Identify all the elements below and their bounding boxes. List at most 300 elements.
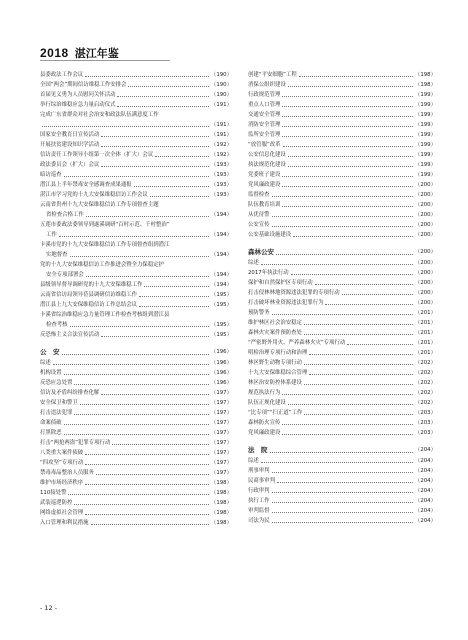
dot-leader (272, 521, 413, 523)
toc-entry[interactable] (248, 210, 436, 220)
dot-leader (272, 491, 413, 493)
toc-entry-title: 打击违法犯罪 (40, 410, 73, 416)
toc-entry[interactable] (248, 200, 436, 210)
toc-entry-title: 司法为民 (248, 518, 270, 524)
toc-entry[interactable] (40, 100, 232, 110)
toc-entry-line: 完成广东省群众对社会治安和政法队伍满意度工作 (40, 112, 159, 118)
dot-leader (85, 453, 209, 455)
toc-entry[interactable] (248, 318, 436, 328)
dot-leader (276, 253, 413, 255)
toc-entry-page: （202） (414, 390, 436, 396)
toc-entry-title: 暗访巡查 (40, 172, 62, 178)
toc-entry-title: 综述 (248, 260, 259, 266)
dot-leader (64, 433, 209, 435)
dot-leader (272, 195, 413, 197)
toc-entry-title: 安全专项部署会 (46, 272, 84, 278)
toc-entry-title: 实地督查 (46, 252, 68, 258)
dot-leader (272, 313, 413, 315)
dot-leader (325, 303, 412, 305)
toc-entry-title: 信访责任工作领导小组第一次全体（扩大）会议 (40, 152, 154, 158)
toc-entry-title: 云南省信访局领导莅县调研信访维稳工作 (40, 292, 138, 298)
toc-entry[interactable] (248, 328, 436, 338)
toc-entry-title: 明检治理专项行动和治理 (248, 350, 308, 356)
dot-leader (117, 95, 208, 97)
toc-entry-title: 消保公组织建设 (248, 82, 286, 88)
toc-entry-page: （197） (210, 410, 232, 416)
toc-entry-page: （197） (210, 430, 232, 436)
toc-entry-page: （193） (210, 192, 232, 198)
dot-leader (150, 195, 209, 197)
toc-entry[interactable] (248, 496, 436, 506)
toc-entry-page: （194） (210, 272, 232, 278)
dot-leader (272, 511, 413, 513)
dot-leader (299, 75, 413, 77)
dot-leader (304, 383, 413, 385)
toc-entry-title: 执行工作 (248, 498, 270, 504)
toc-entry-page: （200） (414, 280, 436, 286)
toc-entry-title: 机构设置 (40, 370, 62, 376)
toc-entry-page: （200） (414, 202, 436, 208)
toc-entry[interactable] (248, 348, 436, 358)
toc-entry-title: 民商事审判 (248, 478, 275, 484)
toc-entry-page: （204） (414, 458, 436, 464)
toc-entry-page: （195） (210, 292, 232, 298)
dot-leader (309, 353, 413, 355)
toc-entry-title: 县级领导督导调研党的十九大安保维稳工作 (40, 282, 143, 288)
toc-entry[interactable] (40, 90, 232, 100)
toc-entry-page: （198） (210, 500, 232, 506)
toc-entry-page: （191） (210, 122, 232, 128)
toc-entry-title: 潜江县上九大安保维稳信访工作总结会议 (40, 302, 138, 308)
toc-section-heading[interactable] (248, 246, 436, 258)
dot-leader (85, 463, 209, 465)
dot-leader (261, 263, 413, 265)
toc-entry-page: （191） (210, 102, 232, 108)
toc-entry-page: （194） (210, 282, 232, 288)
toc-entry[interactable] (248, 368, 436, 378)
toc-entry-page: （200） (414, 290, 436, 296)
toc-entry-page: （200） (414, 232, 436, 238)
toc-entry-page: （196） (210, 370, 232, 376)
dot-leader (42, 125, 209, 127)
toc-entry[interactable] (248, 150, 436, 160)
dot-leader (272, 471, 413, 473)
toc-entry-page: （200） (414, 300, 436, 306)
toc-entry-page: （200） (414, 192, 436, 198)
toc-entry-line: 云南省贵州十九大安保维稳信访工作专项督查主题 (40, 202, 159, 208)
toc-entry-title: 规范执法行为 (248, 390, 281, 396)
toc-entry-page: （204） (414, 518, 436, 524)
toc-entry-page: （199） (414, 92, 436, 98)
toc-entry-page: （197） (210, 440, 232, 446)
toc-entry-page: （200） (414, 260, 436, 266)
toc-entry-page: （195） (210, 332, 232, 338)
toc-entry[interactable] (40, 478, 232, 488)
toc-entry[interactable] (40, 210, 232, 220)
toc-entry-page: （192） (210, 142, 232, 148)
toc-entry[interactable] (248, 408, 436, 418)
toc-entry[interactable] (248, 170, 436, 180)
dot-leader (101, 135, 209, 137)
toc-right-column (248, 70, 436, 526)
toc-entry[interactable] (248, 258, 436, 268)
toc-section-heading[interactable] (248, 444, 436, 456)
dot-leader (288, 165, 413, 167)
toc-entry-page: （200） (414, 270, 436, 276)
toc-entry[interactable] (40, 170, 232, 180)
toc-entry-page: （203） (414, 420, 436, 426)
toc-entry-title: 行政规范管理 (248, 92, 281, 98)
toc-entry-title: 信访及矛盾纠纷排查化解 (40, 390, 100, 396)
toc-entry-title: 打击破坏林业资源违法犯罪行为 (248, 300, 324, 306)
toc-entry[interactable] (40, 160, 232, 170)
toc-entry-page: （197） (210, 400, 232, 406)
toc-entry[interactable] (40, 498, 232, 508)
dot-leader (101, 393, 209, 395)
toc-entry[interactable] (248, 428, 436, 438)
toc-entry[interactable] (248, 308, 436, 318)
toc-entry-title: 队伍教育培训 (248, 202, 281, 208)
dot-leader (277, 481, 413, 483)
toc-entry-page: （193） (210, 172, 232, 178)
toc-entry-title: 法 院 (248, 446, 268, 454)
toc-entry[interactable] (248, 120, 436, 130)
toc-entry[interactable] (248, 100, 436, 110)
toc-entry-page: （200） (414, 212, 436, 218)
toc-entry-title: 八类重大案件侦破 (40, 450, 84, 456)
dot-leader (101, 145, 209, 147)
toc-entry[interactable] (40, 130, 232, 140)
dot-leader (288, 155, 413, 157)
toc-entry[interactable] (40, 428, 232, 438)
toc-entry-title: 森林火灾案件预防查处 (248, 330, 302, 336)
toc-entry[interactable] (40, 180, 232, 190)
dot-leader (96, 473, 209, 475)
dot-leader (342, 293, 413, 295)
toc-entry-page: （199） (414, 172, 436, 178)
dot-leader (70, 325, 209, 327)
toc-entry-title: 党委班子建设 (248, 172, 281, 178)
toc-entry-page: （198） (210, 510, 232, 516)
dot-leader (304, 363, 413, 365)
toc-entry[interactable] (40, 270, 232, 280)
toc-entry[interactable] (248, 110, 436, 120)
toc-entry-title: 省检查合格工作 (46, 212, 84, 218)
dot-leader (62, 353, 209, 355)
toc-entry[interactable] (248, 418, 436, 428)
toc-entry[interactable] (248, 486, 436, 496)
toc-entry-page: （191） (210, 132, 232, 138)
toc-entry-title: 打击侵林林地资源违法犯罪的专项行动 (248, 290, 340, 296)
toc-entry-page: （200） (414, 222, 436, 228)
toc-entry-title: 打击“两抢两盗”犯罪专项行动 (40, 440, 111, 446)
toc-entry-page: （204） (414, 447, 436, 453)
dot-leader (144, 285, 208, 287)
toc-entry-page: （197） (210, 470, 232, 476)
toc-entry[interactable] (40, 438, 232, 448)
toc-entry-page: （202） (414, 400, 436, 406)
dot-leader (139, 305, 209, 307)
toc-entry[interactable] (40, 408, 232, 418)
toc-entry-title: 综述 (40, 360, 51, 366)
yearbook-year: 2018 (40, 46, 69, 60)
dot-leader (293, 235, 413, 237)
toc-entry[interactable] (248, 456, 436, 466)
toc-entry[interactable] (248, 288, 436, 298)
toc-entry[interactable] (40, 468, 232, 478)
toc-entry[interactable] (248, 268, 436, 278)
toc-entry[interactable] (248, 70, 436, 80)
dot-leader (288, 85, 413, 87)
toc-entry[interactable] (248, 378, 436, 388)
toc-entry-page: （195） (210, 322, 232, 328)
toc-entry-page: （199） (414, 112, 436, 118)
dot-leader (74, 413, 209, 415)
toc-entry-title: 命案侦破 (40, 420, 62, 426)
dot-leader (68, 493, 208, 495)
dot-leader (291, 273, 413, 275)
dot-leader (304, 323, 413, 325)
dot-leader (282, 423, 413, 425)
toc-entry-page: （199） (414, 122, 436, 128)
dot-leader (155, 155, 209, 157)
page-number: - 12 - (40, 604, 58, 612)
dot-leader (272, 215, 413, 217)
toc-entry[interactable] (40, 150, 232, 160)
toc-entry-title: 县委政法工作会议 (40, 72, 84, 78)
toc-entry[interactable] (40, 398, 232, 408)
dot-leader (139, 295, 209, 297)
toc-entry-title: “严密野外用火、严养森林火灾”专项行动 (248, 340, 346, 346)
toc-entry-line: 五莲市委政法委领导到遂溪调研“百村示范、千村整治” (40, 222, 170, 228)
toc-entry-title: 维护市场经济秩序 (40, 480, 84, 486)
toc-entry[interactable] (248, 278, 436, 288)
toc-entry-page: （201） (414, 340, 436, 346)
toc-entry[interactable] (248, 398, 436, 408)
toc-entry-title: 公安信息化建设 (248, 152, 286, 158)
toc-entry-page: （192） (210, 152, 232, 158)
dot-leader (272, 225, 413, 227)
dot-leader (86, 275, 209, 277)
toc-entry[interactable] (248, 388, 436, 398)
toc-entry-page: （201） (414, 310, 436, 316)
toc-entry-page: （198） (414, 82, 436, 88)
toc-entry-page: （194） (210, 212, 232, 218)
toc-entry[interactable] (40, 368, 232, 378)
dot-leader (272, 501, 413, 503)
toc-entry[interactable] (40, 508, 232, 518)
toc-entry[interactable] (248, 130, 436, 140)
toc-entry[interactable] (248, 80, 436, 90)
toc-entry[interactable] (40, 70, 232, 80)
toc-entry-title: 预防警务 (248, 310, 270, 316)
toc-entry-title: 森林公安 (248, 248, 274, 256)
dot-leader (80, 403, 209, 405)
toc-entry-page: （204） (414, 488, 436, 494)
dot-leader (85, 75, 209, 77)
toc-entry-page: （199） (414, 132, 436, 138)
toc-entry-title: 公 安 (40, 348, 60, 356)
toc-entry-page: （190） (210, 82, 232, 88)
toc-entry-title: 工作 (46, 232, 57, 238)
dot-leader (128, 85, 208, 87)
toc-entry[interactable] (40, 358, 232, 368)
toc-entry-title: “放管服”改革 (248, 142, 281, 148)
toc-entry[interactable] (248, 190, 436, 200)
toc-entry-title: 消防安全管理 (248, 122, 281, 128)
toc-entry[interactable] (40, 458, 232, 468)
toc-entry-page: （204） (414, 508, 436, 514)
toc-entry[interactable] (40, 190, 232, 200)
toc-entry-title: 创建“平安细胞”工程 (248, 72, 297, 78)
toc-entry-page: （197） (210, 420, 232, 426)
toc-entry-title: “比专项”“扫正道”工作 (248, 410, 303, 416)
yearbook-title: 湛江年鉴 (74, 47, 119, 60)
toc-entry[interactable] (248, 506, 436, 516)
toc-entry-title: 从优待警 (248, 212, 270, 218)
toc-entry-page: （202） (414, 380, 436, 386)
toc-entry-page: （200） (414, 249, 436, 255)
toc-entry[interactable] (248, 160, 436, 170)
toc-entry-page: （201） (414, 320, 436, 326)
dot-leader (270, 451, 413, 453)
toc-entry[interactable] (248, 338, 436, 348)
toc-entry-page: （203） (414, 410, 436, 416)
toc-entry-page: （204） (414, 468, 436, 474)
toc-entry[interactable] (40, 330, 232, 340)
toc-entry-title: 禁毒毒品整治人员服务 (40, 470, 94, 476)
toc-entry[interactable] (40, 290, 232, 300)
dot-leader (282, 135, 413, 137)
toc-entry-title: 检查考核 (46, 322, 68, 328)
toc-entry-title: 110接处警 (40, 490, 67, 496)
dot-leader (282, 95, 413, 97)
toc-entry[interactable] (40, 250, 232, 260)
toc-entry-page: （198） (210, 520, 232, 526)
toc-entry[interactable] (40, 518, 232, 528)
toc-entry-page: （197） (210, 390, 232, 396)
toc-entry[interactable] (40, 230, 232, 240)
toc-entry-page: （194） (210, 252, 232, 258)
toc-entry-page: （198） (210, 480, 232, 486)
toc-entry[interactable] (40, 388, 232, 398)
toc-entry-title: 反恐应急处置 (40, 380, 73, 386)
toc-entry-title: 国家安全教育日宣传活动 (40, 132, 100, 138)
toc-entry-page: （196） (210, 380, 232, 386)
dot-leader (282, 433, 413, 435)
toc-entry-title: “四攻坚”专项行动 (40, 460, 84, 466)
dot-leader (282, 125, 413, 127)
toc-entry[interactable] (40, 378, 232, 388)
toc-entry-page: （194） (210, 232, 232, 238)
toc-entry-title: 安全保卫和警卫 (40, 400, 78, 406)
toc-entry[interactable] (248, 230, 436, 240)
toc-entry[interactable] (40, 320, 232, 330)
toc-entry-title: 队伍正规化建设 (248, 400, 286, 406)
toc-entry-title: 审判监督 (248, 508, 270, 514)
dot-leader (64, 373, 209, 375)
toc-entry-page: （190） (210, 92, 232, 98)
toc-entry-page: （199） (414, 162, 436, 168)
toc-entry-page: （195） (210, 302, 232, 308)
toc-entry[interactable] (40, 488, 232, 498)
toc-entry-line: 卡溪市党的十九大安保维稳信访工作专项督查组到潜江 (40, 242, 170, 248)
toc-left-column (40, 70, 232, 528)
dot-leader (304, 333, 413, 335)
toc-entry-title: 打黑除恶 (40, 430, 62, 436)
toc-entry[interactable] (248, 180, 436, 190)
toc-entry[interactable] (40, 80, 232, 90)
toc-entry-title: 反恐怖主义合法宣传活动 (40, 332, 100, 338)
toc-entry-title: 行政审判 (248, 488, 270, 494)
dot-leader (134, 185, 209, 187)
toc-entry-title: 十九大安保维稳综合管理 (248, 370, 308, 376)
toc-entry[interactable] (40, 120, 232, 130)
toc-entry-title: 公安基础设施建设 (248, 232, 292, 238)
toc-entry-title: 举行综治维稳应急力量启动仪式 (40, 102, 116, 108)
toc-entry[interactable] (40, 418, 232, 428)
toc-entry[interactable] (248, 298, 436, 308)
toc-entry[interactable] (248, 358, 436, 368)
toc-entry[interactable] (40, 280, 232, 290)
toc-entry[interactable] (248, 220, 436, 230)
toc-entry-page: （197） (210, 460, 232, 466)
toc-entry-title: 交通安全管理 (248, 112, 281, 118)
toc-entry-title: 林区野生动物专项行动 (248, 360, 302, 366)
dot-leader (101, 165, 209, 167)
dot-leader (85, 483, 209, 485)
toc-entry-title: 2017年执法行动 (248, 270, 289, 276)
toc-entry[interactable] (248, 516, 436, 526)
toc-entry-title: 执法规范化建设 (248, 162, 286, 168)
toc-entry-title: 森林防火宣传 (248, 420, 281, 426)
toc-entry-title: 保护和自然保护区专项行动 (248, 280, 313, 286)
toc-entry-title: 政法委员会（扩大）会议 (40, 162, 100, 168)
toc-entry[interactable] (40, 300, 232, 310)
toc-entry[interactable] (248, 476, 436, 486)
toc-entry[interactable] (248, 90, 436, 100)
toc-entry-page: （190） (210, 72, 232, 78)
dot-leader (288, 403, 413, 405)
toc-entry[interactable] (248, 140, 436, 150)
toc-entry-title: 武装巡逻防控 (40, 500, 73, 506)
toc-entry-page: （199） (414, 142, 436, 148)
dot-leader (74, 383, 209, 385)
toc-entry-title: 公安宣传 (248, 222, 270, 228)
toc-entry[interactable] (248, 466, 436, 476)
toc-entry-page: （198） (210, 490, 232, 496)
toc-entry[interactable] (40, 140, 232, 150)
toc-entry-title: 综述 (248, 458, 259, 464)
toc-entry-page: （199） (414, 152, 436, 158)
dot-leader (282, 205, 413, 207)
toc-entry-page: （200） (414, 182, 436, 188)
dot-leader (117, 105, 208, 107)
toc-entry-page: （202） (414, 360, 436, 366)
toc-entry-page: （193） (210, 182, 232, 188)
toc-entry-title: 刑事审判 (248, 468, 270, 474)
toc-entry-title: 监督检查 (248, 192, 270, 198)
dot-leader (85, 513, 209, 515)
toc-entry-page: （201） (414, 350, 436, 356)
dot-leader (53, 363, 209, 365)
toc-section-heading[interactable] (40, 346, 232, 358)
toc-entry-title: 开展扶贫建设知识学活动 (40, 142, 100, 148)
toc-entry[interactable] (40, 448, 232, 458)
dot-leader (282, 115, 413, 117)
toc-entry-title: 网络虚拟社会管理 (40, 510, 84, 516)
dot-leader (91, 523, 209, 525)
